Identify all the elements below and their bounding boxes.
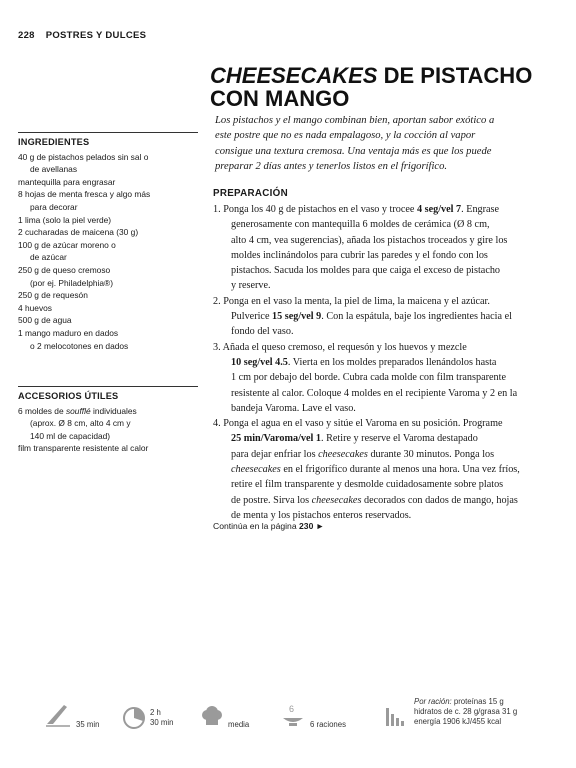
ingredient-line: 1 lima (solo la piel verde)	[18, 214, 112, 225]
step-line	[213, 202, 543, 217]
ingredients-heading: INGREDIENTES	[18, 132, 198, 149]
step-line	[213, 447, 543, 462]
recipe-footer	[0, 697, 576, 740]
ingredient-line: (por ej. Philadelphia®)	[30, 277, 113, 288]
step-text: Añada el queso cremoso, el requesón y los huevos y mezcle	[222, 341, 467, 353]
accessory-line: (aprox. Ø 8 cm, alto 4 cm y	[30, 418, 131, 429]
ingredient-line: de azúcar	[30, 252, 67, 263]
step-number: 2.	[213, 295, 221, 307]
step-line: pistachos. Sacuda los moldes para que caiga el exceso de pistacho	[231, 265, 501, 277]
step-text: para dejar enfriar los	[231, 448, 319, 460]
servings: 6 raciones	[310, 720, 346, 729]
accessory-text: 6 moldes de	[18, 405, 66, 416]
step-text: . Retire y reserve el Varoma destapado	[321, 433, 478, 445]
step-text: durante 30 minutos. Ponga los	[367, 448, 495, 460]
ingredient-line: 2 cucharadas de maicena (30 g)	[18, 227, 139, 238]
ingredient-line: 250 g de queso cremoso	[18, 264, 111, 275]
ingredient-line: 500 g de agua	[18, 315, 72, 326]
page-header	[18, 30, 154, 41]
ingredient-line: 100 g de azúcar moreno o	[18, 239, 116, 250]
step-number: 3.	[213, 341, 221, 353]
step-text: . Con la espátula, baje los ingredientes hacia el	[321, 311, 512, 323]
ingredient-line: 4 huevos	[18, 302, 52, 313]
plate-icon	[280, 714, 306, 728]
step-line: fondo del vaso.	[231, 326, 294, 338]
ingredients-section	[18, 132, 198, 352]
step-italic: cheesecakes	[231, 464, 281, 476]
accessory-line: 140 ml de capacidad)	[30, 430, 111, 441]
ingredient-line: mantequilla para engrasar	[18, 176, 116, 187]
section-title: POSTRES Y DULCES	[45, 30, 147, 41]
step-italic: cheesecakes	[311, 494, 362, 506]
ingredient-line: o 2 melocotones en dados	[30, 340, 129, 351]
accessories-section	[18, 386, 198, 455]
accessory-text: individuales	[90, 405, 137, 416]
accessories-heading: ACCESORIOS ÚTILES	[18, 386, 198, 403]
step-line: resistente al calor. Coloque 4 moldes en el recipiente Varoma y 2 en la	[231, 387, 518, 399]
nutrition-label: Por ración:	[414, 697, 452, 706]
nutrition-text: proteínas 15 g	[451, 697, 504, 706]
step-text: Pulverice	[231, 311, 273, 323]
prep-time: 35 min	[76, 720, 100, 729]
step-line	[213, 309, 543, 324]
continue-link[interactable]	[213, 521, 324, 531]
step-line	[213, 294, 543, 309]
ingredient-line: 40 g de pistachos pelados sin sal o	[18, 151, 149, 162]
step-number: 1.	[213, 204, 221, 215]
page-number: 228	[18, 30, 35, 41]
step-setting: 4 seg/vel 7	[417, 204, 462, 215]
ingredient-line: para decorar	[30, 201, 78, 212]
step-line: bandeja Varoma. Lave el vaso.	[231, 402, 356, 414]
accessory-line: film transparente resistente al calor	[18, 443, 149, 454]
step-line	[213, 431, 543, 446]
step-number: 4.	[213, 418, 221, 430]
total-time-hours: 2 h	[150, 708, 161, 717]
step-text: en el frigorífico durante al menos una hora. Una vez fríos,	[280, 464, 520, 476]
accessory-line	[18, 405, 198, 418]
step-line: de menta y los pistachos enteros reservados.	[231, 509, 412, 521]
ingredient-line: 8 hojas de menta fresca y algo más	[18, 189, 151, 200]
step-line	[213, 340, 543, 355]
step-text: Ponga los 40 g de pistachos en el vaso y trocee	[223, 204, 417, 215]
preparation-heading: PREPARACIÓN	[213, 188, 288, 199]
step-line: alto 4 cm, vea sugerencias), añada los pistachos troceados y gire los	[231, 234, 508, 246]
step-text: Ponga en el vaso la menta, la piel de lima, la maicena y el azúcar.	[223, 295, 490, 307]
servings-number: 6	[289, 704, 295, 714]
bar-chart-icon	[384, 706, 408, 728]
nutrition-line: hidratos de c. 28 g/grasa 31 g	[414, 707, 518, 716]
step-text: . Engrase	[461, 204, 500, 215]
nutrition-line: energía 1906 kJ/455 kcal	[414, 717, 502, 726]
knife-icon	[44, 702, 72, 728]
ingredient-line: 1 mango maduro en dados	[18, 327, 119, 338]
step-line	[213, 493, 543, 508]
recipe-intro	[215, 113, 535, 175]
continue-text: Continúa en la página	[213, 521, 300, 531]
arrow-right-icon: ►	[315, 521, 325, 531]
total-time-minutes: 30 min	[150, 718, 174, 727]
step-line: retire el film transparente y desmolde cuidadosamente sobre platos	[231, 479, 504, 491]
step-line	[213, 416, 543, 431]
step-line	[213, 462, 543, 477]
accessory-italic: soufflé	[65, 405, 91, 416]
difficulty: media	[228, 720, 250, 729]
intro-line: preparar 2 días antes y tenerlos listos en el frigorífico.	[215, 161, 448, 173]
ingredient-line: de avellanas	[30, 164, 78, 175]
step-text: Ponga el agua en el vaso y sitúe el Varoma en su posición. Programe	[223, 418, 503, 430]
title-line1: DE PISTACHO	[377, 63, 533, 88]
step-setting: 15 seg/vel 9	[272, 311, 322, 323]
title-line2: CON MANGO	[210, 86, 350, 111]
step-text: de postre. Sirva los	[231, 494, 312, 506]
clock-icon	[122, 706, 146, 730]
intro-line: este postre que no es nada empalagoso, y la cocción al vapor	[215, 130, 476, 142]
step-line	[213, 355, 543, 370]
intro-line: consigue una textura cremosa. Una ventaja más es que los puede	[215, 145, 492, 157]
step-line: 1 cm por debajo del borde. Cubra cada molde con film transparente	[231, 372, 506, 384]
step-setting: 10 seg/vel 4.5	[231, 356, 288, 368]
chef-hat-icon	[200, 706, 224, 728]
nutrition-line	[414, 697, 504, 707]
step-italic: cheesecakes	[318, 448, 368, 460]
step-line: y reserve.	[231, 280, 271, 292]
step-line: generosamente con mantequilla 6 moldes de cerámica (Ø 8 cm,	[231, 219, 490, 231]
preparation-steps	[213, 202, 543, 523]
continue-page: 230	[299, 521, 314, 531]
step-text: . Vierta en los moldes preparados llenándolos hasta	[287, 356, 497, 368]
step-setting: 25 min/Varoma/vel 1	[231, 433, 321, 445]
ingredient-line: 250 g de requesón	[18, 290, 88, 301]
step-line: moldes inclinándolos para cubrir las paredes y el fondo con los	[231, 249, 488, 261]
title-italic: CHEESECAKES	[210, 63, 378, 88]
intro-line: Los pistachos y el mango combinan bien, aportan sabor exótico a	[215, 115, 495, 126]
step-text: decorados con dados de mango, hojas	[361, 494, 518, 506]
recipe-title	[210, 64, 550, 110]
